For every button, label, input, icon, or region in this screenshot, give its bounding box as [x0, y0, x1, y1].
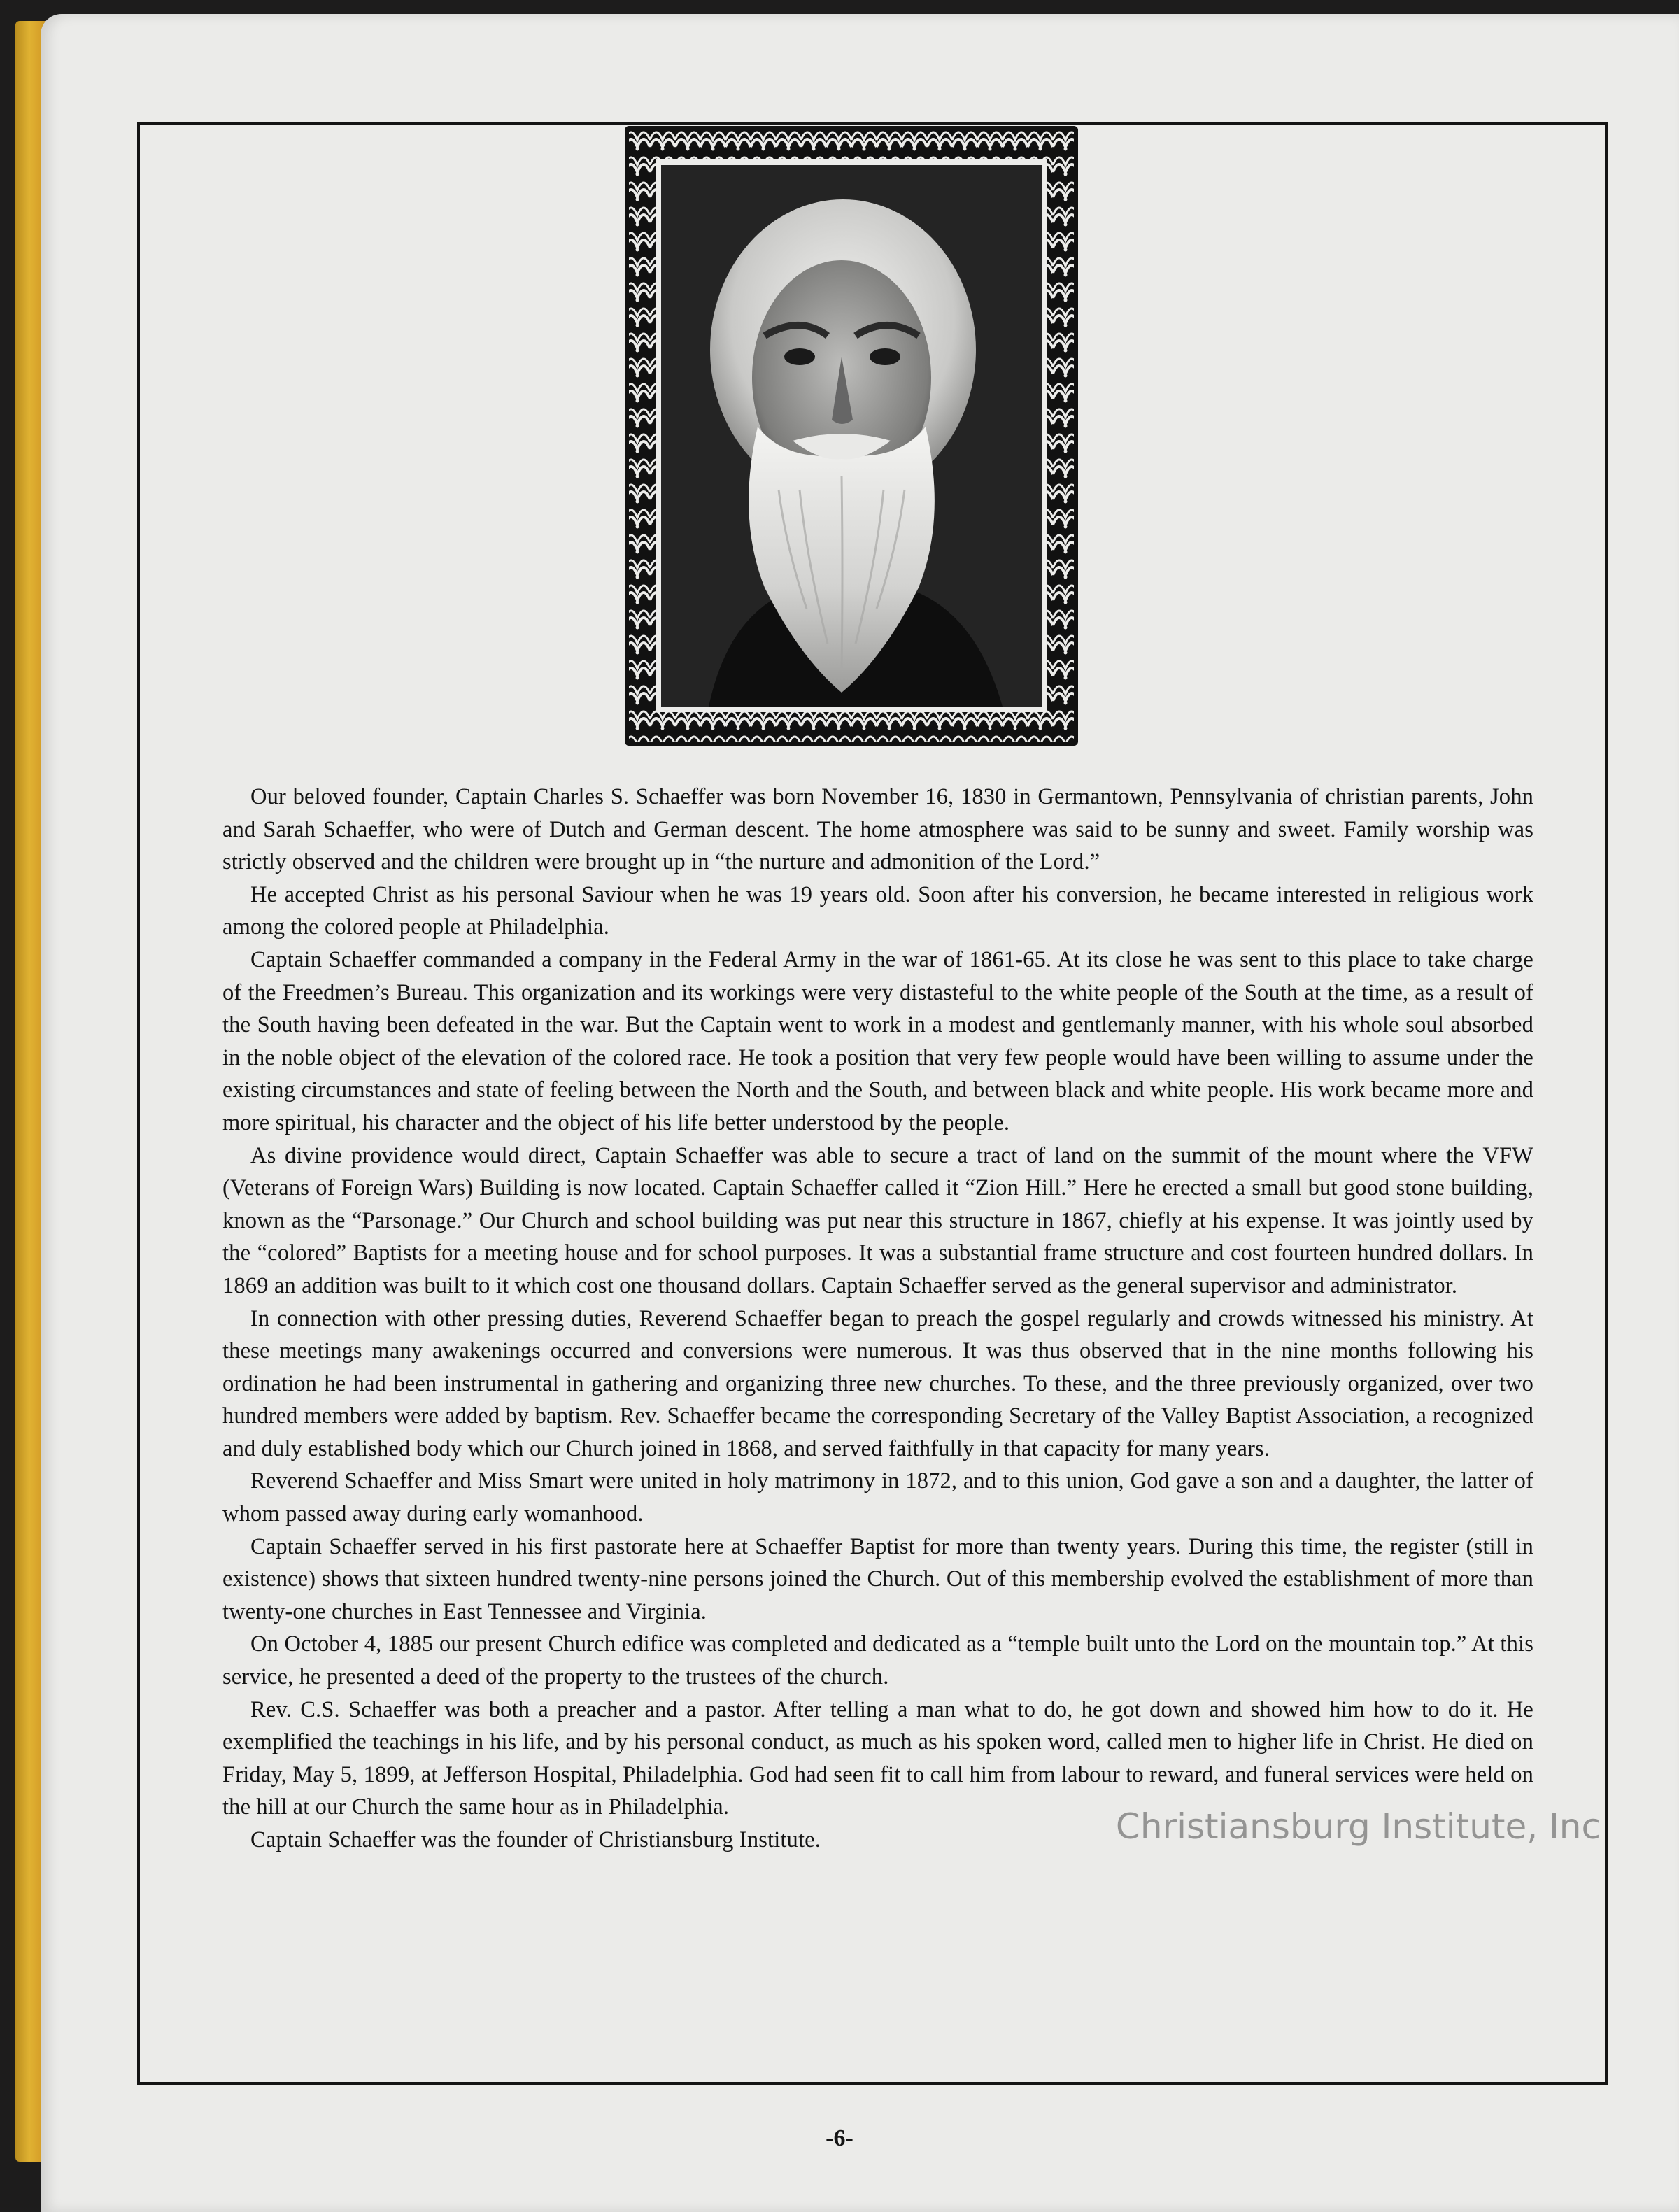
article-paragraph: He accepted Christ as his personal Saviour when he was 19 years old. Soon after his conversion, he became interested in religious work among the colored people at Philadelphia. [222, 881, 1533, 940]
page-number: -6- [826, 2125, 853, 2151]
article-paragraph: Captain Schaeffer commanded a company in the Federal Army in the war of 1861-65. At its close he was sent to this place to take charge of the Freedmen’s Bureau. This organization and its workings were very distasteful to the white people of the South at the time, as a result of the South having been defeated in the war. But the Captain went to work in a modest and gentlemanly manner, with his whole soul absorbed in the noble object of the elevation of the colored race. He took a position that very few people would have been willing to assume under the existing circumstances and state of feeling between the North and the South, and between black and white people. His work became more and more spiritual, his character and the object of his life better understood by the people. [222, 947, 1533, 1135]
article-paragraph: As divine providence would direct, Captain Schaeffer was able to secure a tract of land on the summit of the mount where the VFW (Veterans of Foreign Wars) Building is now located. Captain Schaeffer called it “Zion Hill.” Here he erected a small but good stone building, known as the “Parsonage.” Our Church and school building was put near this structure in 1867, chiefly at his expense. It was jointly used by the “colored” Baptists for a meeting house and for school purposes. It was a substantial frame structure and cost fourteen hundred dollars. In 1869 an addition was built to it which cost one thousand dollars. Captain Schaeffer served as the general supervisor and administrator. [222, 1142, 1533, 1298]
article-paragraph: Captain Schaeffer served in his first pastorate here at Schaeffer Baptist for more than twenty years. During this time, the register (still in existence) shows that sixteen hundred twenty-nine persons joined the Church. Out of this membership evolved the establishment of more than twenty-one churches in East Tennessee and Virginia. [222, 1533, 1533, 1624]
bearded-man-portrait-icon [625, 126, 1078, 746]
article-paragraph: Our beloved founder, Captain Charles S. Schaeffer was born November 16, 1830 in Germantown, Pennsylvania of christian parents, John and Sarah Schaeffer, who were of Dutch and German descent. The home atmosphere was said to be sunny and sweet. Family worship was strictly observed and the children were brought up in “the nurture and admonition of the Lord.” [222, 784, 1533, 875]
article-paragraph: Captain Schaeffer was the founder of Christiansburg Institute. [250, 1827, 821, 1852]
article-body [222, 781, 1533, 1857]
article-paragraph: Rev. C.S. Schaeffer was both a preacher and a pastor. After telling a man what to do, he got down and showed him how to do it. He exemplified the teachings in his life, and by his personal conduct, as much as his spoken word, called men to higher life in Christ. He died on Friday, May 5, 1899, at Jefferson Hospital, Philadelphia. God had seen fit to call him from labour to reward, and funeral services were held on the hill at our Church the same hour as in Philadelphia. [222, 1696, 1533, 1820]
article-paragraph: On October 4, 1885 our present Church edifice was completed and dedicated as a “temple built unto the Lord on the mountain top.” At this service, he presented a deed of the property to the trustees of the church. [222, 1631, 1533, 1690]
watermark: Christiansburg Institute, Inc [1115, 1806, 1601, 1847]
article-paragraph: In connection with other pressing duties, Reverend Schaeffer began to preach the gospel regularly and crowds witnessed his ministry. At these meetings many awakenings occurred and conversions were numerous. It was thus observed that in the nine months following his ordination he had been instrumental in gathering and organizing three new churches. To these, and the three previously organized, over two hundred members were added by baptism. Rev. Schaeffer became the corresponding Secretary of the Valley Baptist Association, a recognized and duly established body which our Church joined in 1868, and served faithfully in that capacity for many years. [222, 1305, 1533, 1461]
article-paragraph: Reverend Schaeffer and Miss Smart were united in holy matrimony in 1872, and to this union, God gave a son and a daughter, the latter of whom passed away during early womanhood. [222, 1468, 1533, 1527]
